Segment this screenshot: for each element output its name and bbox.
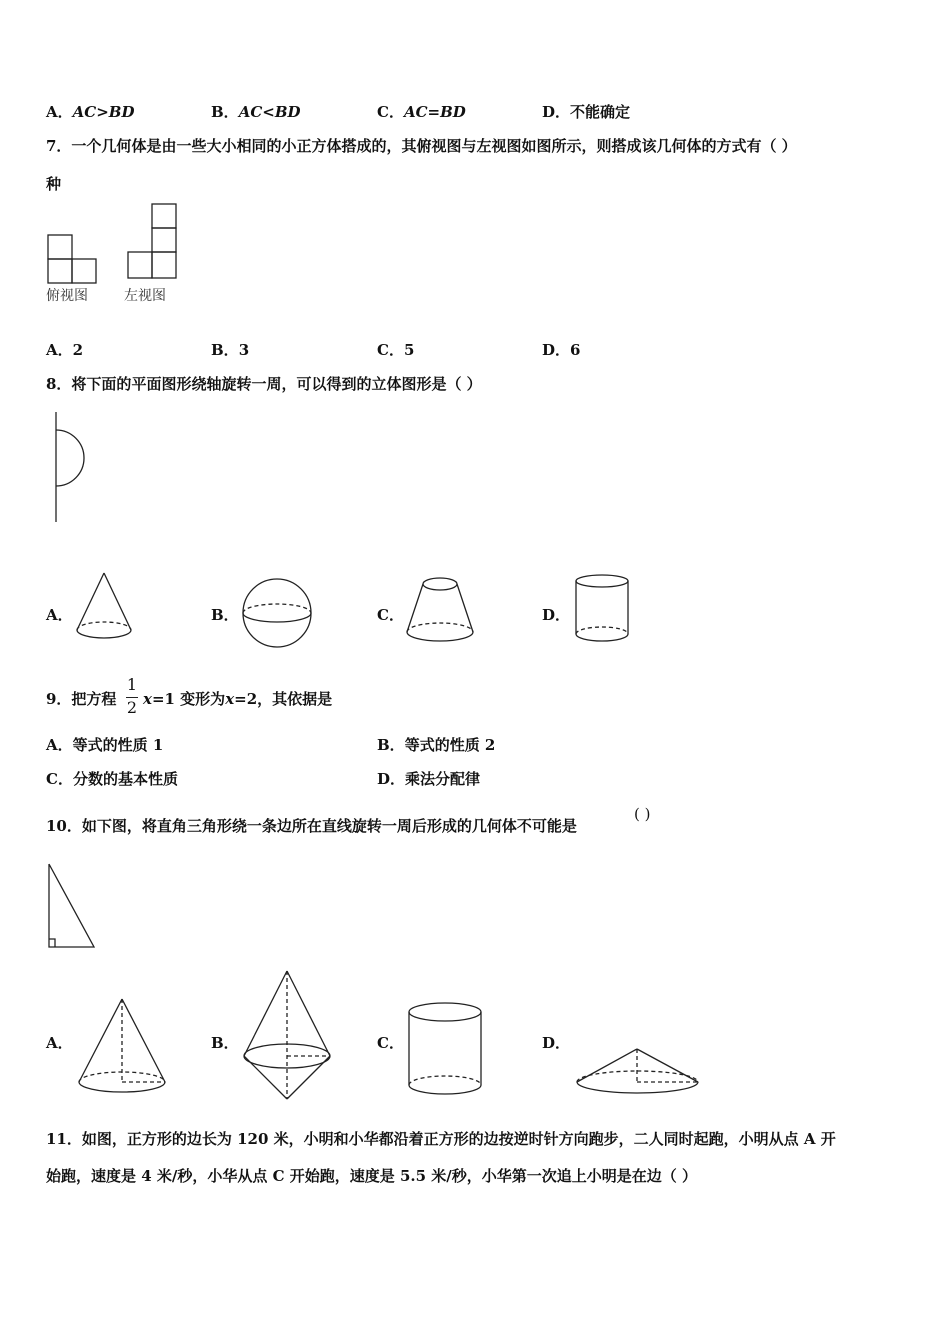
option-text: 等式的性质 2 xyxy=(404,736,496,754)
q6-option-c[interactable] xyxy=(377,102,466,122)
q6-option-a[interactable] xyxy=(46,102,134,122)
q7-left-view-label: 左视图 xyxy=(124,288,166,304)
q10-option-b-label[interactable]: B． xyxy=(211,1034,239,1052)
option-letter: A． xyxy=(46,736,73,754)
option-text: 不能确定 xyxy=(570,103,631,121)
q6-option-b[interactable] xyxy=(211,102,301,122)
option-text: AC<BD xyxy=(238,103,301,121)
option-text: 乘法分配律 xyxy=(405,770,481,788)
q7-top-view-figure xyxy=(46,232,98,284)
left-view-square xyxy=(152,228,176,252)
q8-question: 8．将下面的平面图形绕轴旋转一周，可以得到的立体图形是（ ） xyxy=(46,375,482,393)
q10-right-triangle-figure xyxy=(46,862,98,952)
q7-option-a[interactable] xyxy=(46,340,83,360)
q8-option-b-label[interactable]: B． xyxy=(211,606,239,624)
q10-answer-paren: ( ) xyxy=(634,805,651,823)
q10-option-c-cylinder[interactable] xyxy=(406,1000,486,1100)
q8-semicircle-axis-figure xyxy=(50,410,90,525)
q10-question: 10．如下图，将直角三角形绕一条边所在直线旋转一周后形成的几何体不可能是 xyxy=(46,817,577,835)
q7-option-b[interactable] xyxy=(211,340,249,360)
q10-option-c-label[interactable]: C． xyxy=(377,1034,404,1052)
top-view-square xyxy=(48,259,72,283)
q9-fraction-denominator: 2 xyxy=(126,698,138,717)
q9-suffix-text: =2，其依据是 xyxy=(234,690,333,708)
q8-option-a-label[interactable]: A． xyxy=(46,606,73,624)
q9-option-b[interactable] xyxy=(377,735,495,755)
left-view-square xyxy=(152,204,176,228)
option-letter: C． xyxy=(377,103,404,121)
option-text: AC=BD xyxy=(403,103,466,121)
q10-option-d-flat-cone[interactable] xyxy=(574,1046,702,1098)
q7-option-c[interactable] xyxy=(377,340,414,360)
q8-option-a-cone[interactable] xyxy=(74,570,136,642)
q7-top-view-label: 俯视图 xyxy=(46,288,88,304)
q9-option-c[interactable] xyxy=(46,769,178,789)
q10-option-a-label[interactable]: A． xyxy=(46,1034,73,1052)
q8-option-d-cylinder[interactable] xyxy=(574,572,632,648)
q10-option-b-double-cone[interactable] xyxy=(241,968,335,1104)
left-view-square xyxy=(152,252,176,278)
q7-question-line1: 7．一个几何体是由一些大小相同的小正方体搭成的，其俯视图与左视图如图所示，则搭成该几何体的方式有（ ） xyxy=(46,137,797,155)
q9-question-rest xyxy=(143,689,332,709)
q10-option-d-label[interactable]: D． xyxy=(542,1034,571,1052)
q11-question-line1: 11．如图，正方形的边长为 120 米，小明和小华都沿着正方形的边按逆时针方向跑步，二人同时起跑，小明从点 A 开 xyxy=(46,1130,836,1148)
q10-option-a-cone[interactable] xyxy=(76,996,170,1096)
q9-option-a[interactable] xyxy=(46,735,163,755)
q7-option-d[interactable] xyxy=(542,340,580,360)
option-text: 3 xyxy=(238,341,250,359)
option-letter: C． xyxy=(377,341,404,359)
option-text: 6 xyxy=(570,341,581,359)
q8-option-c-frustum[interactable] xyxy=(404,574,478,648)
option-letter: A． xyxy=(46,341,73,359)
option-letter: B． xyxy=(377,736,405,754)
q8-option-c-label[interactable]: C． xyxy=(377,606,404,624)
q9-option-d[interactable] xyxy=(377,769,480,789)
q9-question-prefix: 9．把方程 xyxy=(46,690,117,708)
q8-option-d-label[interactable]: D． xyxy=(542,606,571,624)
q9-var-x: x xyxy=(143,690,152,708)
option-letter: C． xyxy=(46,770,73,788)
q11-question-line2: 始跑，速度是 4 米/秒，小华从点 C 开始跑，速度是 5.5 米/秒，小华第一次追上小明是在边（ ） xyxy=(46,1167,697,1185)
q6-option-d[interactable] xyxy=(542,102,630,122)
q9-mid-text: =1 变形为 xyxy=(151,690,226,708)
option-text: 等式的性质 1 xyxy=(72,736,164,754)
option-text: AC>BD xyxy=(72,103,135,121)
option-letter: D． xyxy=(377,770,406,788)
option-letter: D． xyxy=(542,341,571,359)
option-text: 5 xyxy=(403,341,415,359)
option-letter: D． xyxy=(542,103,571,121)
top-view-square xyxy=(48,235,72,259)
left-view-square xyxy=(128,252,152,278)
option-letter: B． xyxy=(211,341,239,359)
option-letter: B． xyxy=(211,103,239,121)
q9-var-x: x xyxy=(225,690,235,708)
q9-fraction-numerator: 1 xyxy=(126,675,138,694)
q7-left-view-figure xyxy=(128,202,180,282)
option-letter: A． xyxy=(46,103,73,121)
top-view-square xyxy=(72,259,96,283)
option-text: 2 xyxy=(72,341,84,359)
right-angle-mark xyxy=(49,939,55,947)
semicircle xyxy=(56,430,84,486)
q8-option-b-sphere[interactable] xyxy=(240,576,316,652)
q7-question-line2: 种 xyxy=(46,175,62,193)
option-text: 分数的基本性质 xyxy=(72,770,178,788)
